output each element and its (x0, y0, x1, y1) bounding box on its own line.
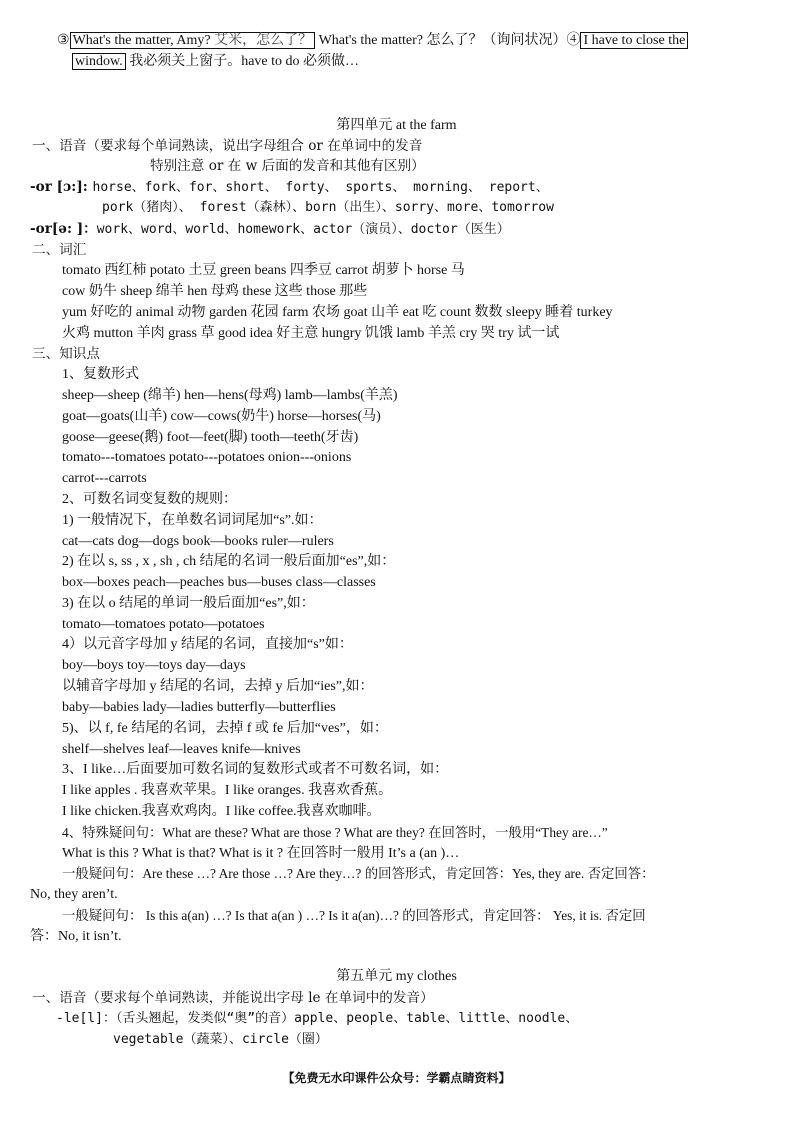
kp-line: baby—babies lady—ladies butterfly—butterflies (62, 700, 336, 715)
boxed-window: window. (72, 53, 126, 70)
kp-line: 2、可数名词变复数的规则： (62, 492, 237, 507)
kp-line: cat—cats dog—dogs book—books ruler—rulers (62, 534, 334, 549)
kp-line: 1) 一般情况下，在单数名词词尾加“s”.如： (62, 513, 323, 528)
kp-line: tomato---tomatoes potato---potatoes onion---onions (62, 450, 352, 465)
unit5-phonics-heading: 一、语音（要求每个单词熟读，并能说出字母 le 在单词中的发音） (32, 990, 434, 1006)
kp-line: box—boxes peach—peaches bus—buses class—classes (62, 575, 376, 590)
kp-line: shelf—shelves leaf—leaves knife—knives (62, 742, 301, 757)
amy-translation: 艾米，怎么了？ (214, 33, 313, 48)
le-sound-line-2: vegetable（蔬菜）、circle（圈） (113, 1032, 328, 1047)
or-words-2: pork（猪肉）、 forest（森林）、born（出生）、sorry、more、tomorrow (102, 200, 554, 215)
kp-line: 3、I like…后面要加可数名词的复数形式或者不可数名词，如： (62, 762, 449, 777)
kp-line: 一般疑问句： Is this a(an) …? Is that a(an ) …? Is it a(an)…? 的回答形式，肯定回答： Yes, it is. 否定回 (62, 908, 646, 923)
or-symbol-1: -or [ɔ:]: (30, 179, 93, 195)
kp-line-wrap: No, they aren’t. (30, 887, 118, 902)
or-sound-line-1 (30, 178, 549, 197)
footer-note: 【免费无水印课件公众号：学霸点睛资料】 (282, 1071, 511, 1085)
kp-line: 2) 在以 s, ss , x , sh , ch 结尾的名词一般后面加“es”,如： (62, 554, 396, 569)
intro-line-2 (72, 53, 359, 71)
vocab-line: tomato 西红柿 potato 土豆 green beans 四季豆 carrot 胡萝卜 horse 马 (62, 263, 465, 278)
have-to-explanation: 我必须关上窗子。have to do 必须做… (125, 54, 360, 69)
intro-line-1 (57, 32, 688, 50)
kp-line: 以辅音字母加 y 结尾的名词，去掉 y 后加“ies”,如： (62, 679, 374, 694)
or-words-1: horse、fork、for、short、 forty、 sports、 morning、 report、 (92, 180, 549, 195)
kp-line: boy—boys toy—toys day—days (62, 658, 246, 673)
kp-line: 一般疑问句：Are these …? Are those …? Are they…? 的回答形式，肯定回答：Yes, they are. 否定回答： (62, 866, 655, 881)
kp-line-wrap: 答：No, it isn’t. (30, 929, 122, 944)
kp-line: 3) 在以 o 结尾的单词一般后面加“es”,如： (62, 596, 315, 611)
unit5-title: 第五单元 my clothes (336, 969, 457, 984)
kp-line: 5)、以 f, fe 结尾的名词，去掉 f 或 fe 后加“ves”，如： (62, 721, 388, 736)
kp-line: sheep—sheep (绵羊) hen—hens(母鸡) lamb—lambs(羊羔) (62, 388, 398, 403)
kp-line: 1、复数形式 (62, 367, 139, 382)
or-words-3: work、word、world、homework、actor（演员）、doctor（医生） (96, 222, 510, 237)
unit4-title: 第四单元 at the farm (336, 118, 457, 133)
unit4-phonics-heading: 一、语音（要求每个单词熟读，说出字母组合 or 在单词中的发音 (32, 138, 423, 154)
unit4-phonics-note: 特别注意 or 在 w 后面的发音和其他有区别） (150, 158, 425, 174)
vocab-line: cow 奶牛 sheep 绵羊 hen 母鸡 these 这些 those 那些 (62, 284, 368, 299)
boxed-phrase-amy (70, 32, 316, 49)
or-sound-line-2 (30, 220, 510, 239)
boxed-close-window: I have to close the (580, 32, 688, 49)
kp-line: tomato—tomatoes potato—potatoes (62, 617, 265, 632)
amy-question: What's the matter, Amy? (72, 33, 211, 48)
kp-line: I like apples . 我喜欢苹果。I like oranges. 我喜欢香蕉。 (62, 783, 393, 798)
kp-line: goat—goats(山羊) cow—cows(奶牛) horse—horses(马) (62, 409, 381, 424)
kp-line: What is this ? What is that? What is it ? 在回答时一般用 It’s a (an )… (62, 846, 460, 861)
circle-3: ③ (57, 33, 70, 48)
or-symbol-2: -or[ə: ]： (30, 221, 97, 237)
kp-line: goose—geese(鹅) foot—feet(脚) tooth—teeth(牙齿) (62, 430, 359, 445)
matter-explanation: What's the matter? 怎么了？（询问状况）④ (315, 33, 581, 48)
vocab-heading: 二、词汇 (32, 242, 87, 258)
le-sound-line-1: -le[l]：（舌头翘起，发类似“奥”的音）apple、people、table、little、noodle、 (56, 1011, 579, 1026)
vocab-line: 火鸡 mutton 羊肉 grass 草 good idea 好主意 hungry 饥饿 lamb 羊羔 cry 哭 try 试一试 (62, 326, 560, 341)
kp-line: I like chicken.我喜欢鸡肉。I like coffee.我喜欢咖啡。 (62, 804, 381, 819)
kp-line: 4）以元音字母加 y 结尾的名词，直接加“s”如： (62, 637, 353, 652)
kp-line: carrot---carrots (62, 471, 147, 486)
vocab-line: yum 好吃的 animal 动物 garden 花园 farm 农场 goat 山羊 eat 吃 count 数数 sleepy 睡着 turkey (62, 305, 613, 320)
knowledge-heading: 三、知识点 (32, 346, 100, 362)
kp-line: 4、特殊疑问句：What are these? What are those ? What are they? 在回答时，一般用“They are…” (62, 825, 608, 840)
